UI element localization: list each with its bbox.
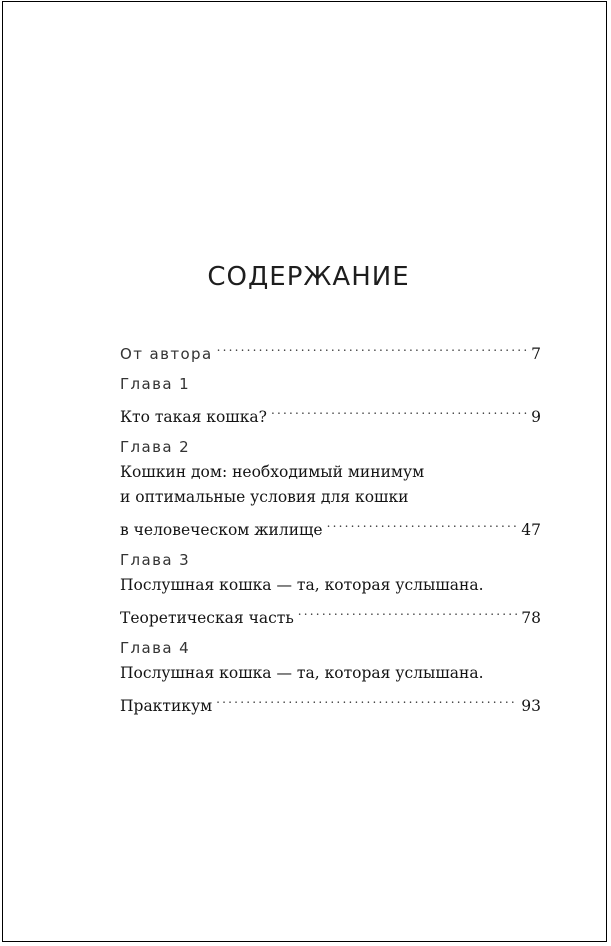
chapter-title-line: Послушная кошка — та, которая услышана. (120, 576, 484, 594)
toc-entry-chapter-3[interactable] (120, 548, 541, 627)
toc-line (120, 510, 541, 539)
page-number: 9 (531, 408, 541, 426)
chapter-title-line: Кошкин дом: необходимый минимум (120, 463, 425, 481)
toc-entry-chapter-4[interactable] (120, 636, 541, 715)
chapter-title-line: Практикум (120, 697, 213, 715)
page-number: 93 (521, 697, 541, 715)
toc-entry-chapter-1[interactable] (120, 372, 541, 426)
dot-leader (216, 686, 517, 711)
toc-entry-intro[interactable] (120, 334, 541, 363)
table-of-contents (120, 334, 541, 724)
page-number: 47 (521, 521, 541, 539)
page-number: 7 (531, 345, 541, 363)
dot-leader (217, 334, 528, 359)
chapter-title-line: Кто такая кошка? (120, 408, 267, 426)
chapter-title-line: Теоретическая часть (120, 609, 294, 627)
chapter-title-line: Послушная кошка — та, которая услышана. (120, 664, 484, 682)
book-page (2, 1, 607, 942)
chapter-title-line: и оптимальные условия для кошки (120, 488, 409, 506)
dot-leader (298, 598, 518, 623)
dot-leader (271, 397, 527, 422)
toc-line (120, 397, 541, 426)
chapter-title-line: в человеческом жилище (120, 521, 323, 539)
page-number: 78 (521, 609, 541, 627)
chapter-label: Глава 3 (120, 551, 191, 569)
chapter-label: Глава 4 (120, 639, 191, 657)
chapter-label: Глава 2 (120, 438, 191, 456)
toc-line (120, 686, 541, 715)
toc-title: СОДЕРЖАНИЕ (207, 262, 410, 292)
toc-line (120, 334, 541, 363)
toc-entry-chapter-2[interactable] (120, 435, 541, 539)
toc-line (120, 598, 541, 627)
toc-entry-title: От автора (120, 345, 213, 363)
dot-leader (327, 510, 518, 535)
chapter-label: Глава 1 (120, 375, 191, 393)
